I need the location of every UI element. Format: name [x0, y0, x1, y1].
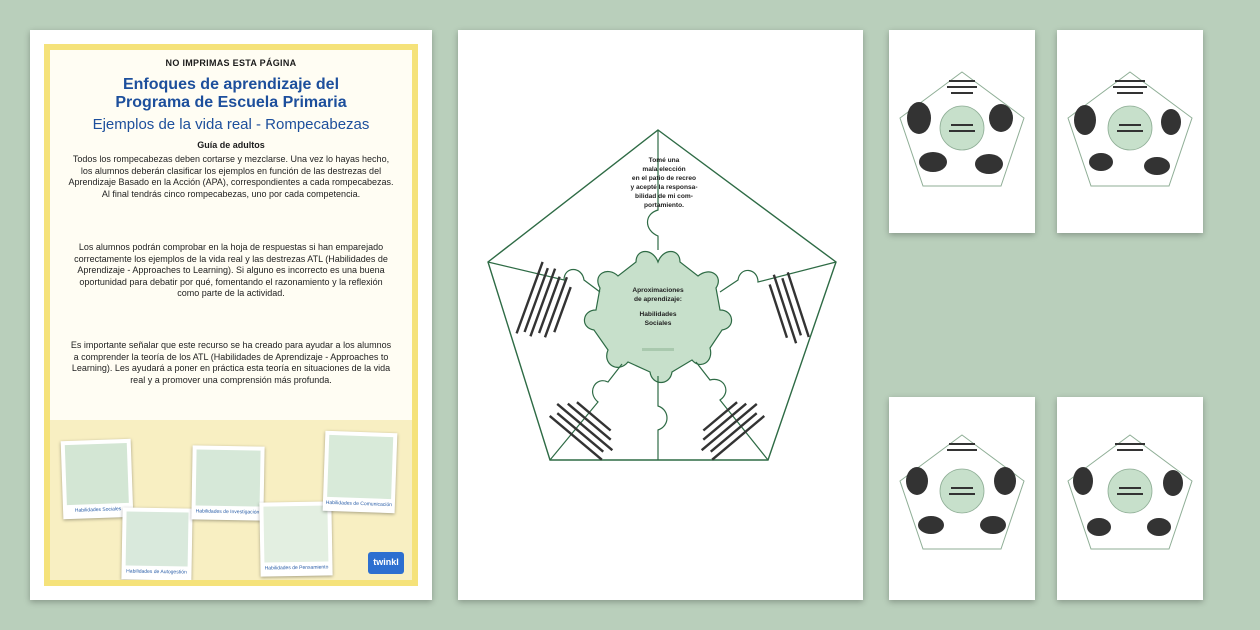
puzzle-page-card[interactable]: [458, 30, 863, 600]
center-line-3: Habilidades: [639, 311, 677, 318]
thumbnail-3-pentagon: [889, 397, 1035, 600]
title-line-1: Enfoques de aprendizaje del: [122, 76, 340, 93]
thumbnail-4-pentagon: [1057, 397, 1203, 600]
thumbnail-1-pentagon: [889, 30, 1035, 233]
info-frame: [50, 50, 412, 580]
center-line-1: Aproximaciones: [632, 287, 684, 294]
page-subtitle: Ejemplos de la vida real - Rompecabezas: [92, 116, 370, 133]
puzzle-thumbnail-2[interactable]: [1057, 30, 1203, 233]
puzzle-thumbnail-1[interactable]: [889, 30, 1035, 233]
instructions-paragraph-1: Todos los rompecabezas deben cortarse y mezclarse. Una vez lo hayas hecho, los alumnos deberán clasificar los ejemplos en función de las destrezas del Aprendizaje Basado en la Acción (APA), correspondientes a cada rompecabezas. Al final tendrás cinco rompecabezas, uno por cada competencia.: [68, 154, 394, 199]
top-piece-line-2: mala elección: [642, 166, 686, 173]
instructions-paragraph-3: Es importante señalar que este recurso se ha creado para ayudar a los alumnos a comprender la teoría de los ATL (Habilidades de Aprendizaje - Approaches to Learning). Les ayudará a poner en práctica esta teoría en situaciones de la vida real y a promover una comprensión más profunda.: [70, 340, 392, 385]
guide-heading: Guía de adultos: [197, 140, 265, 150]
center-line-4: Sociales: [644, 320, 672, 327]
info-page-card[interactable]: [30, 30, 432, 600]
photo-child-writing: Habilidades de Pensamiento: [259, 501, 332, 576]
instructions-paragraph-2: Los alumnos podrán comprobar en la hoja de respuestas si han emparejado correctamente los ejemplos de la vida real y las destrezas ATL (Habilidades de Aprendizaje - Approaches to Learning). Si alguno es incorrecto es una buena oportunidad para debatir por qué, fomentando el razonamiento y la reflexión como parte de la actividad.: [74, 242, 388, 298]
twinkl-logo: [368, 552, 404, 574]
thumbnail-2-pentagon: [1057, 30, 1203, 233]
photo-child-thinking: Habilidades de Comunicación: [323, 431, 398, 513]
top-piece-line-1: Tomé una: [648, 157, 680, 164]
photo-children-table: Habilidades de Investigación: [191, 445, 264, 520]
page-title: [50, 76, 412, 112]
center-line-2: de aprendizaje:: [633, 296, 683, 303]
do-not-print-label: NO IMPRIMAS ESTA PÁGINA: [165, 58, 297, 68]
photo-children-working: Habilidades de Autogestión: [121, 507, 192, 580]
top-piece-line-3: en el patio de recreo: [631, 175, 697, 182]
puzzle-pentagon: [458, 30, 863, 600]
center-small-mark: [642, 348, 674, 351]
puzzle-thumbnail-4[interactable]: [1057, 397, 1203, 600]
puzzle-thumbnail-3[interactable]: [889, 397, 1035, 600]
top-piece-line-6: portamiento.: [644, 202, 684, 209]
logo-text: twinkl: [373, 557, 399, 567]
top-piece-line-4: y acepté la responsa-: [630, 184, 698, 191]
photo-children-talking: Habilidades Sociales: [61, 439, 134, 519]
title-line-2: Programa de Escuela Primaria: [115, 94, 347, 111]
top-piece-line-5: bilidad de mi com-: [635, 193, 693, 200]
